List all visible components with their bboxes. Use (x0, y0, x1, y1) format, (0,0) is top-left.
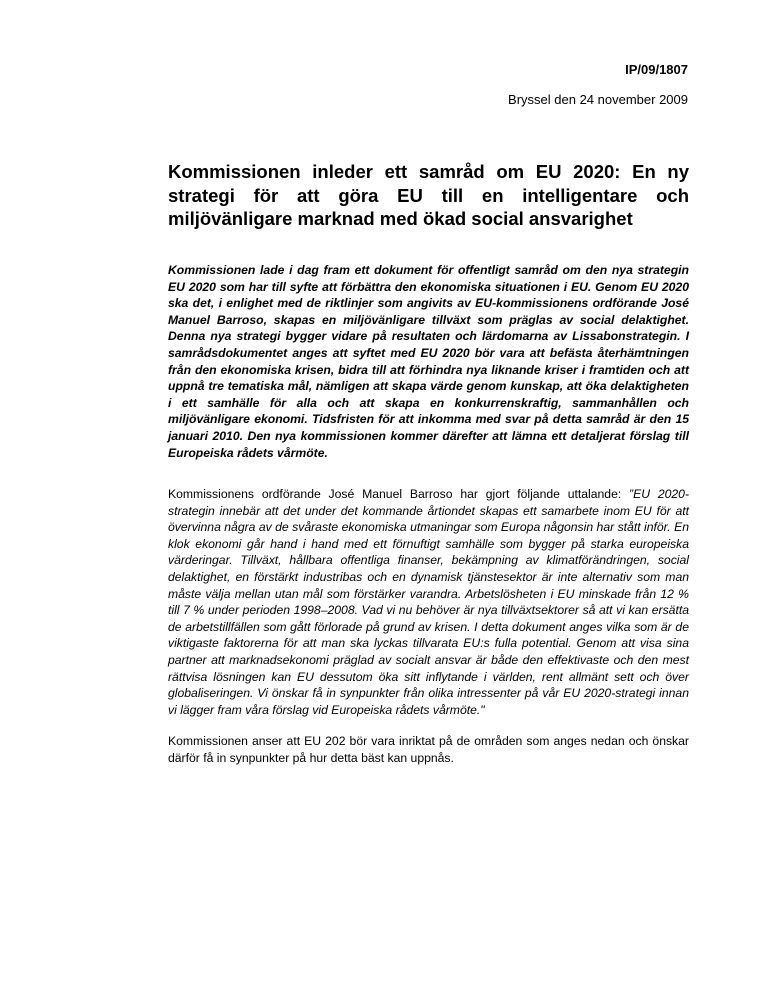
press-release-title: Kommissionen inleder ett samråd om EU 2020: En ny strategi för att göra EU till en intelligentare och miljövänligare marknad med ökad social ansvarighet (168, 161, 689, 229)
lead-paragraph: Kommissionen lade i dag fram ett dokument för offentligt samråd om den nya strategin EU 2020 som har till syfte att förbättra den ekonomiska situationen i EU. Genom EU 2020 ska det, i enlighet med de riktlinjer som angivits av EU-kommissionens ordförande José Manuel Barroso, skapas en miljövänligare tillväxt som präglas av social delaktighet. Denna nya strategi bygger vidare på resultaten och lärdomarna av Lissabonstrategin. I samrådsdokumentet anges att syftet med EU 2020 bör vara att befästa återhämtningen från den ekonomiska krisen, bidra till att förhindra nya liknande kriser i framtiden och att uppnå tre tematiska mål, nämligen att skapa värde genom kunskap, att öka delaktigheten i ett samhälle för alla och att skapa en konkurrenskraftig, sammanhållen och miljövänligare ekonomi. Tidsfristen för att inkomma med svar på detta samråd är den 15 januari 2010. Den nya kommissionen kommer därefter att lämna ett detaljerat förslag till Europeiska rådets vårmöte. (168, 263, 689, 460)
barroso-quote: ”EU 2020-strategin innebär att det under det kommande årtiondet skapas ett samarbete inom EU för att övervinna några av de svåraste ekonomiska utmaningar som Europa någonsin har stått inför. En klok ekonomi går hand i hand med ett förnuftigt samhälle som bygger på starka europeiska värderingar. Tillväxt, hållbara offentliga finanser, bekämpning av klimatförändringen, social delaktighet, en förstärkt industribas och en dynamisk tjänstesektor är inte alternativ som man måste välja mellan utan mål som förstärker varandra. Arbetslösheten i EU minskade från 12 % till 7 % under perioden 1998–2008. Vad vi nu behöver är nya tillväxtsektorer så att vi kan ersätta de arbetstillfällen som gått förlorade på grund av krisen. I detta dokument anges vilka som är de viktigaste faktorerna för att man ska lyckas tillvarata EU:s fulla potential. Genom att visa sina partner att marknadsekonomi präglad av socialt ansvar är både den effektivaste och den mest rättvisa lösningen kan EU dessutom öka sitt inflytande i världen, rent allmänt sett och över globaliseringen. Vi önskar få in synpunkter från olika intressenter på vår EU 2020-strategi innan vi lägger fram våra förslag vid Europeiska rådets vårmöte." (168, 487, 689, 717)
press-reference-number: IP/09/1807 (625, 62, 688, 77)
quote-intro: Kommissionens ordförande José Manuel Barroso har gjort följande uttalande: (168, 487, 630, 501)
closing-paragraph: Kommissionen anser att EU 202 bör vara inriktat på de områden som anges nedan och önskar därför få in synpunkter på hur detta bäst kan uppnås. (168, 734, 689, 765)
quote-paragraph (168, 486, 689, 718)
place-and-date: Bryssel den 24 november 2009 (508, 92, 688, 107)
